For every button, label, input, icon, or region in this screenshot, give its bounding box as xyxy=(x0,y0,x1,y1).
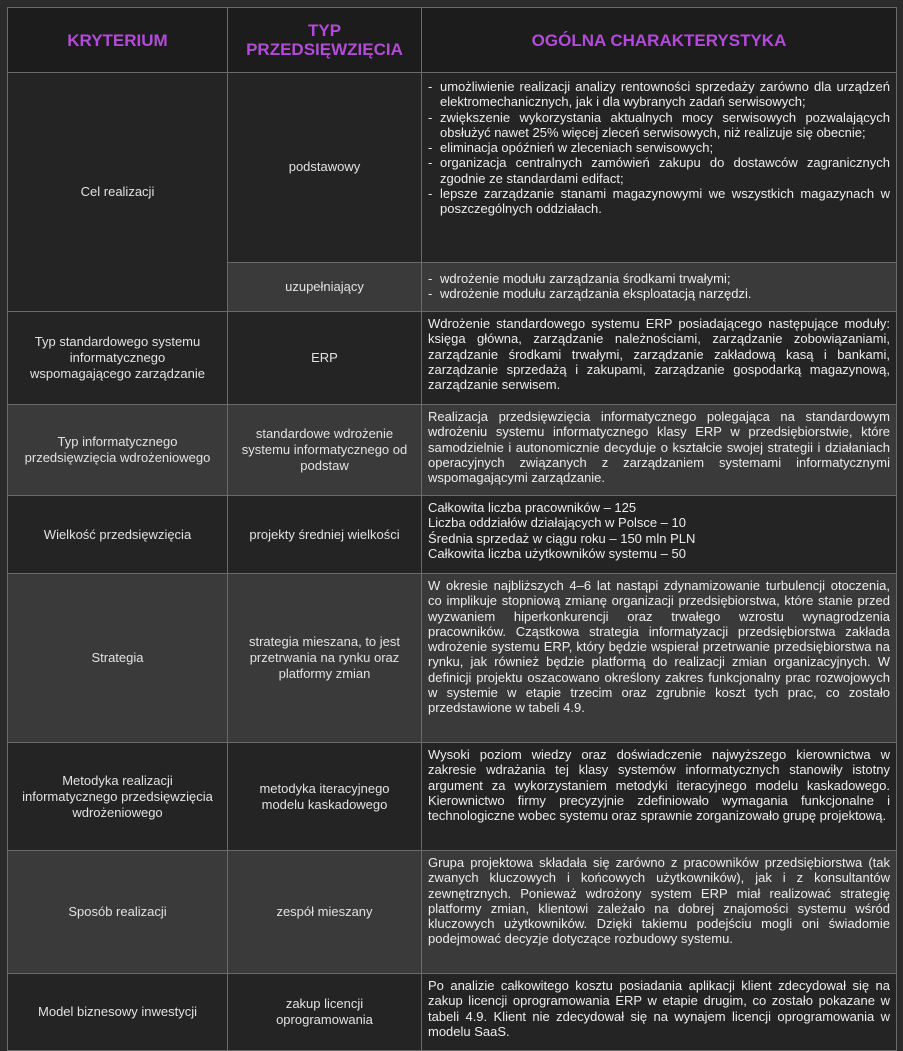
header-row xyxy=(8,8,897,73)
list-item: - wdrożenie modułu zarządzania eksploatacją narzędzi. xyxy=(428,286,890,301)
table-row xyxy=(8,73,897,263)
list-item: - umożliwienie realizacji analizy rentowności sprzedaży zarówno dla urządzeń elektromechanicznych, jak i dla wybranych zadań serwisowych; xyxy=(428,79,890,110)
goal-list xyxy=(428,271,890,302)
list-item: - organizacja centralnych zamówień zakupu do dostawców zagranicznych zgodnie ze standardami edifact; xyxy=(428,155,890,186)
type-cell: zespół mieszany xyxy=(228,851,422,974)
size-line: Liczba oddziałów działających w Polsce – 10 xyxy=(428,515,686,531)
table-row xyxy=(8,743,897,851)
criterion-cell: Wielkość przedsięwzięcia xyxy=(8,496,228,574)
criterion-cell: Metodyka realizacji informatycznego przedsięwzięcia wdrożeniowego xyxy=(8,743,228,851)
description-cell xyxy=(422,73,897,263)
type-cell: zakup licencji oprogramowania xyxy=(228,974,422,1051)
list-item: - eliminacja opóźnień w zleceniach serwisowych; xyxy=(428,140,890,155)
description-cell: Grupa projektowa składała się zarówno z pracowników przedsiębiorstwa (tak zwanych kluczowych i końcowych użytkowników), jak i z konsultantów zewnętrznych. Ponieważ wdrożony system ERP miał realizować strategię platformy zmian, klientowi zależało na dobrej znajomości systemu wśród kluczowych użytkowników. Dzięki takiemu podejściu mogli oni świadomie podejmować decyzje dotyczące rozbudowy systemu. xyxy=(422,851,897,974)
header-characteristics: OGÓLNA CHARAKTERYSTYKA xyxy=(422,8,897,73)
table-row xyxy=(8,496,897,574)
table-row xyxy=(8,851,897,974)
criterion-cell: Cel realizacji xyxy=(8,73,228,312)
goal-list xyxy=(428,79,890,217)
criterion-cell: Model biznesowy inwestycji xyxy=(8,974,228,1051)
list-item: - wdrożenie modułu zarządzania środkami trwałymi; xyxy=(428,271,890,286)
type-cell: strategia mieszana, to jest przetrwania na rynku oraz platformy zmian xyxy=(228,574,422,743)
type-cell: podstawowy xyxy=(228,73,422,263)
table-row xyxy=(8,574,897,743)
table-row xyxy=(8,312,897,405)
criterion-cell: Sposób realizacji xyxy=(8,851,228,974)
size-line: Całkowita liczba pracowników – 125 xyxy=(428,500,637,515)
description-cell: Realizacja przedsięwzięcia informatycznego polegająca na standardowym wdrożeniu systemu informatycznego klasy ERP w przedsiębiorstwie, które samodzielnie i autonomicznie decyduje o kształcie swojej strategii i działaniach operacyjnych związanych z zarządzaniem systemami informatycznymi wspomagającymi zarządzanie. xyxy=(422,405,897,496)
description-cell xyxy=(422,262,897,312)
list-item: - zwiększenie wykorzystania aktualnych mocy serwisowych pozwalających obsłużyć nawet 25% więcej zleceń serwisowych, niż realizuje się obecnie; xyxy=(428,110,890,141)
description-cell: W okresie najbliższych 4–6 lat nastąpi zdynamizowanie turbulencji otoczenia, co implikuje stopniową zmianę organizacji przedsiębiorstwa, które stanie przed wyzwaniem hiperkonkurencji oraz trwałego wzrostu wynagrodzenia pracowników. Cząstkowa strategia informatyzacji przedsiębiorstwa zakłada wdrożenie systemu ERP, który będzie wspierał przetrwanie przedsiębiorstwa na rynku, jak również będzie platformą do realizacji zmian organizacyjnych. W definicji projektu oszacowano określony zakres funkcjonalny prac rozwojowych w systemie w etapie trzecim oraz zgrubnie koszt tych prac, co zostało przedstawione w tabeli 4.9. xyxy=(422,574,897,743)
header-project-type: TYP PRZEDSIĘWZIĘCIA xyxy=(228,8,422,73)
description-cell: Wysoki poziom wiedzy oraz doświadczenie najwyższego kierownictwa w zakresie wdrażania tej klasy systemów informatycznych stanowiły istotny argument za wykorzystaniem metodyki iteracyjnego modelu kaskadowego. Kierownictwo firmy precyzyjnie zdefiniowało wymagania funkcjonalne i technologiczne wobec systemu oraz sprawnie zorganizowało grupę projektową. xyxy=(422,743,897,851)
description-cell: Wdrożenie standardowego systemu ERP posiadającego następujące moduły: księga główna, zarządzanie należnościami, zarządzanie zobowiązaniami, zarządzanie środkami trwałymi, zarządzanie zakładową kasą i bankami, zarządzanie sprzedażą i zakupami, zarządzanie gospodarką magazynową, zarządzanie serwisem. xyxy=(422,312,897,405)
characteristics-table-container xyxy=(7,7,896,1051)
list-item: - lepsze zarządzanie stanami magazynowymi we wszystkich magazynach w poszczególnych oddziałach. xyxy=(428,186,890,217)
criterion-cell: Typ standardowego systemu informatycznego wspomagającego zarządzanie xyxy=(8,312,228,405)
description-cell: Po analizie całkowitego kosztu posiadania aplikacji klient zdecydował się na zakup licencji oprogramowania ERP w etapie drugim, co zostało pokazane w tabeli 4.9. Klient nie zdecydował się na wynajem licencji oprogramowania w modelu SaaS. xyxy=(422,974,897,1051)
type-cell: projekty średniej wielkości xyxy=(228,496,422,574)
type-cell: uzupełniający xyxy=(228,262,422,312)
table-row xyxy=(8,974,897,1051)
criterion-cell: Typ informatycznego przedsięwzięcia wdrożeniowego xyxy=(8,405,228,496)
type-cell: ERP xyxy=(228,312,422,405)
type-cell: standardowe wdrożenie systemu informatycznego od podstaw xyxy=(228,405,422,496)
type-cell: metodyka iteracyjnego modelu kaskadowego xyxy=(228,743,422,851)
characteristics-table xyxy=(7,7,897,1051)
header-criterion: KRYTERIUM xyxy=(8,8,228,73)
table-row xyxy=(8,405,897,496)
size-line: Średnia sprzedaż w ciągu roku – 150 mln PLN xyxy=(428,530,696,546)
size-line: Całkowita liczba użytkowników systemu – 50 xyxy=(428,545,686,561)
description-cell xyxy=(422,496,897,574)
criterion-cell: Strategia xyxy=(8,574,228,743)
